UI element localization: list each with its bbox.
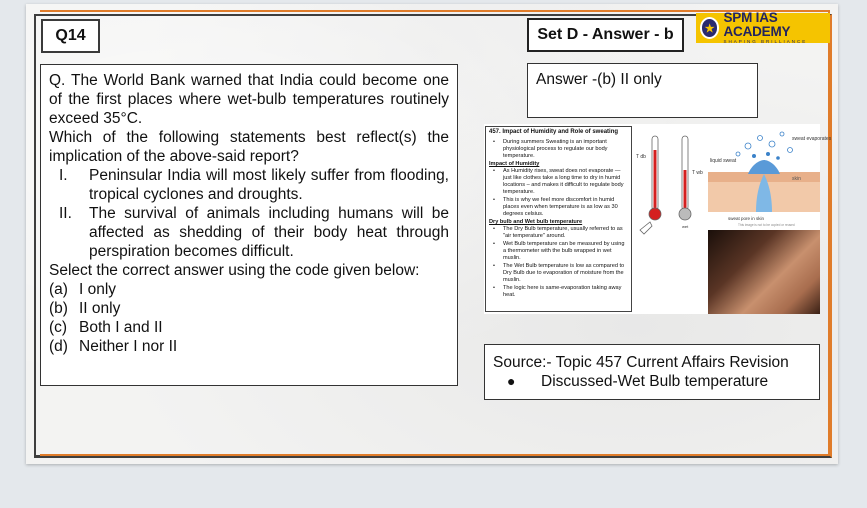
notes-bullet-1: • During summers Sweating is an important physiological process to regulate our body temperature. bbox=[489, 139, 628, 160]
notes-image bbox=[484, 124, 832, 314]
question-box bbox=[40, 64, 458, 386]
notes-text-panel bbox=[485, 126, 632, 312]
option-a bbox=[49, 280, 449, 299]
option-b-letter: (b) bbox=[49, 300, 68, 317]
notes-bullet-2: • As Humidity rises, sweat does not evaporate — just like clothes take a long time to dry in humid locations – and makes it difficult to regulate body temperature. bbox=[489, 168, 628, 196]
sweat-evaporates-label: sweat evaporates bbox=[792, 136, 832, 142]
notes-heading: 457. Impact of Humidity and Role of sweating bbox=[489, 129, 619, 135]
question-number-label: Q14 bbox=[41, 19, 100, 53]
liquid-sweat-label: liquid sweat bbox=[710, 158, 737, 164]
option-a-text: I only bbox=[79, 281, 117, 298]
statement-2-number: II. bbox=[59, 205, 72, 222]
notes-sub-bulb: Dry bulb and Wet bulb temperature bbox=[489, 219, 583, 225]
option-a-letter: (a) bbox=[49, 281, 68, 298]
question-intro: Q. The World Bank warned that India could become one of the first places where wet-bulb temperatures routinely exceed 35°C. bbox=[49, 72, 449, 127]
set-answer-label: Set D - Answer - b bbox=[527, 18, 684, 52]
statement-1-text: Peninsular India will most likely suffer from flooding, tropical cyclones and droughts. bbox=[89, 167, 449, 203]
option-b-text: II only bbox=[79, 300, 121, 317]
option-d-text: Neither I nor II bbox=[79, 338, 178, 355]
academy-logo bbox=[696, 10, 830, 45]
notes-bullet-5: • Wet Bulb temperature can be measured by using a thermometer with the bulb wrapped in wet muslin. bbox=[489, 241, 628, 262]
source-line: Source:- Topic 457 Current Affairs Revision bbox=[493, 354, 789, 371]
source-box bbox=[484, 344, 820, 400]
sweat-evaporation-diagram bbox=[708, 124, 832, 228]
option-d-letter: (d) bbox=[49, 338, 68, 355]
wet-label: wet bbox=[682, 224, 689, 229]
notes-sub-humidity: Impact of Humidity bbox=[489, 161, 540, 167]
notes-bullet-7: • The logic here is same-evaporation taking away heat. bbox=[489, 285, 628, 299]
statement-1-number: I. bbox=[59, 167, 68, 184]
academy-emblem-icon: ★ bbox=[700, 17, 719, 39]
tdb-label: T db bbox=[636, 154, 646, 160]
option-c-text: Both I and II bbox=[79, 319, 163, 336]
sweaty-skin-photo bbox=[708, 230, 820, 314]
notes-bullet-6: • The Wet Bulb temperature is low as compared to Dry Bulb due to evaporation of moisture from the muslin. bbox=[489, 263, 628, 284]
logo-brand: SPM IAS ACADEMY bbox=[723, 10, 791, 39]
statement-1 bbox=[49, 166, 449, 204]
answer-box: Answer -(b) II only bbox=[527, 63, 758, 118]
option-d bbox=[49, 337, 449, 356]
option-c bbox=[49, 318, 449, 337]
source-bullet bbox=[493, 372, 811, 391]
skin-label: skin bbox=[792, 176, 801, 182]
statement-2 bbox=[49, 204, 449, 261]
logo-tagline: SHAPING BRILLIANCE bbox=[723, 39, 808, 45]
notes-bullet-3: • This is why we feel more discomfort in humid places even when temperature is as low as 30 degrees celsius. bbox=[489, 197, 628, 218]
source-bullet-text: Discussed-Wet Bulb temperature bbox=[541, 373, 769, 390]
option-b bbox=[49, 299, 449, 318]
copyright-note: This image is not to be copied or reused bbox=[738, 223, 795, 227]
thermometers-diagram bbox=[634, 130, 704, 240]
question-prompt: Which of the following statements best reflect(s) the implication of the above-said report? bbox=[49, 129, 449, 165]
statement-2-text: The survival of animals including humans will be affected as shedding of their body heat through perspiration becomes difficult. bbox=[89, 205, 449, 260]
option-c-letter: (c) bbox=[49, 319, 68, 336]
bullet-dot-icon: ● bbox=[507, 373, 516, 389]
sweat-pore-label: sweat pore in skin bbox=[728, 216, 765, 221]
twb-label: T wb bbox=[692, 170, 703, 176]
notes-bullet-4: • The Dry Bulb temperature, usually referred to as "air temperature" around. bbox=[489, 226, 628, 240]
answer-instruction: Select the correct answer using the code given below: bbox=[49, 262, 420, 279]
